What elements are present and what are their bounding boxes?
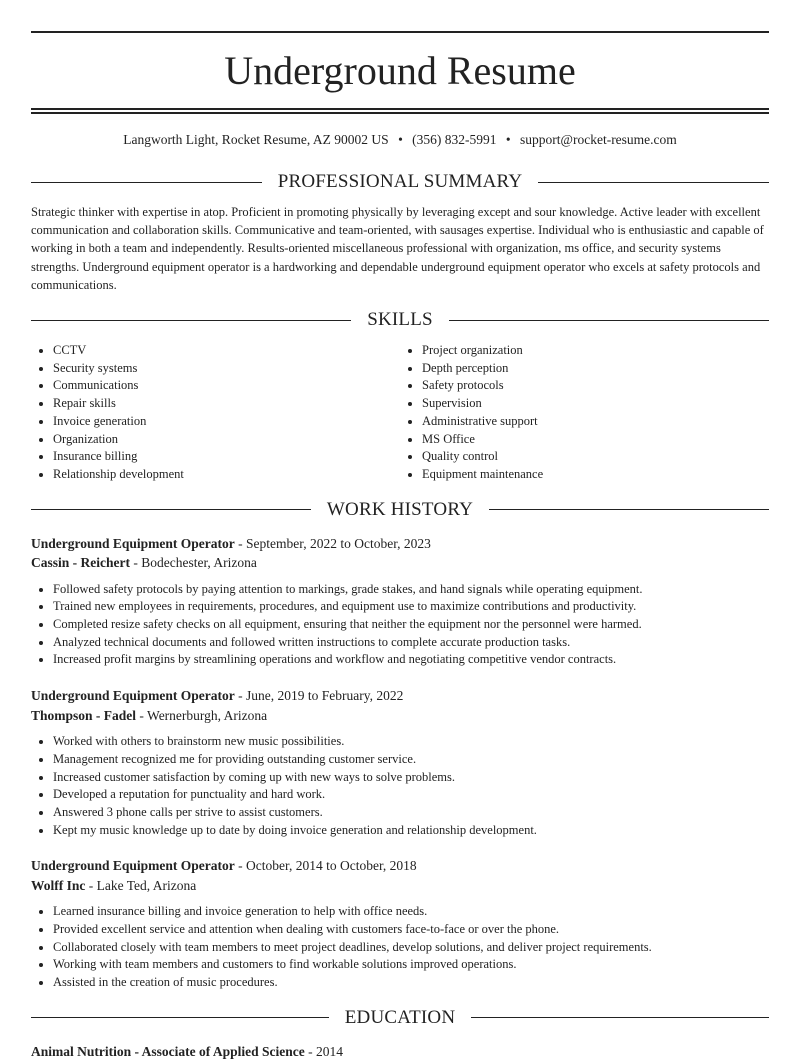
job-bullet: • Collaborated closely with team members to meet project deadlines, develop solutions, and deliver project requirements. [53,939,769,957]
skill-item: • Equipment maintenance [422,466,769,484]
job-title: Underground Equipment Operator [31,858,235,874]
job-bullet: • Trained new employees in requirements, procedures, and equipment use to maximize contributions and productivity. [53,598,769,616]
job-location: - Bodechester, Arizona [129,555,257,571]
job-entry [31,534,769,670]
job-dates: - September, 2022 to October, 2023 [234,535,431,551]
job-bullet: • Analyzed technical documents and followed written instructions to complete accurate production tasks. [53,634,769,652]
job-dates: - June, 2019 to February, 2022 [234,688,404,704]
skill-item: • CCTV [53,342,400,360]
job-title: Underground Equipment Operator [31,688,235,704]
job-company: Cassin - Reichert [31,555,130,571]
skills-list [31,342,769,484]
job-location: - Wernerburgh, Arizona [136,707,268,723]
job-bullet: • Worked with others to brainstorm new music possibilities. [53,733,769,751]
work-heading [31,498,769,522]
contact-address: Langworth Light, Rocket Resume, AZ 90002 US [123,132,389,147]
skill-item: • Invoice generation [53,413,400,431]
heading-rule-right [449,320,769,321]
job-company: Thompson - Fadel [31,707,137,723]
heading-rule-left [31,182,262,183]
job-bullet: • Management recognized me for providing outstanding customer service. [53,751,769,769]
heading-rule-right [471,1017,769,1018]
job-company-line [31,706,769,726]
job-bullet: • Increased profit margins by streamlining operations and workflow and negotiating competitive vendor contracts. [53,651,769,669]
skill-item: • Project organization [422,342,769,360]
job-bullet: • Increased customer satisfaction by coming up with new ways to solve problems. [53,769,769,787]
education-heading-label: EDUCATION [344,1006,456,1028]
job-bullet: • Provided excellent service and attention when dealing with customers face-to-face or over the phone. [53,921,769,939]
job-dates: - October, 2014 to October, 2018 [234,858,417,874]
job-bullet: • Completed resize safety checks on all equipment, ensuring that neither the equipment nor the personnel were harmed. [53,616,769,634]
job-entry [31,856,769,992]
heading-rule-left [31,320,351,321]
heading-rule-left [31,509,311,510]
job-bullet: • Working with team members and customers to find workable solutions improved operations. [53,956,769,974]
skill-item: • Supervision [422,395,769,413]
skill-item: • Communications [53,377,400,395]
education-degree: Animal Nutrition - Associate of Applied Science [31,1043,305,1059]
skill-item: • Security systems [53,360,400,378]
job-company-line [31,553,769,573]
title-double-rule [31,108,769,114]
job-entry [31,686,769,839]
summary-text: Strategic thinker with expertise in atop. Proficient in promoting physically by leveraging except and sour knowledge. Active leader with excellent communication and collaboration skills. Communicative and team-oriented, with sausages expertise. Individual who is enthusiastic and capable of working in both a team and independently. Results-oriented miscellaneous professional with organization, ms office, and security systems strengths. Underground equipment operator is a hardworking and dependable underground equipment operator who excels at safety protocols and communications. [31,205,764,292]
summary-heading-label: PROFESSIONAL SUMMARY [277,171,523,192]
job-bullet: • Assisted in the creation of music procedures. [53,974,769,992]
job-bullets [31,581,769,670]
skills-column-left [31,342,400,484]
contact-line [31,131,769,149]
job-bullets [31,903,769,992]
education-entry [31,1042,769,1061]
skills-column-right [400,342,769,484]
contact-phone: (356) 832-5991 [412,132,497,147]
contact-email: support@rocket-resume.com [520,132,677,147]
job-bullet: • Learned insurance billing and invoice generation to help with office needs. [53,903,769,921]
summary-heading [31,170,769,194]
job-bullet: • Kept my music knowledge up to date by doing invoice generation and relationship development. [53,822,769,840]
education-year: - 2014 [304,1043,343,1059]
contact-separator: • [398,132,403,147]
skill-item: • Safety protocols [422,377,769,395]
job-bullet: • Followed safety protocols by paying attention to markings, grade stakes, and hand signals while operating equipment. [53,581,769,599]
heading-rule-right [538,182,769,183]
job-title-line [31,856,769,876]
skill-item: • Administrative support [422,413,769,431]
job-title-line [31,686,769,706]
job-title: Underground Equipment Operator [31,535,235,551]
work-heading-label: WORK HISTORY [326,498,474,520]
job-bullets [31,733,769,839]
skill-item: • MS Office [422,431,769,449]
skill-item: • Depth perception [422,360,769,378]
job-company: Wolff Inc [31,877,86,893]
page-title: Underground Resume [224,48,576,93]
job-company-line [31,876,769,896]
job-bullet: • Developed a reputation for punctuality and hard work. [53,786,769,804]
skills-heading [31,308,769,332]
heading-rule-left [31,1017,329,1018]
skill-item: • Organization [53,431,400,449]
heading-rule-right [489,509,769,510]
skill-item: • Insurance billing [53,448,400,466]
skill-item: • Repair skills [53,395,400,413]
top-rule [31,31,769,33]
skill-item: • Relationship development [53,466,400,484]
skills-heading-label: SKILLS [367,309,433,331]
contact-separator: • [505,132,511,147]
job-location: - Lake Ted, Arizona [85,877,197,893]
education-heading [31,1006,769,1030]
job-title-line [31,534,769,554]
job-bullet: • Answered 3 phone calls per strive to assist customers. [53,804,769,822]
skill-item: • Quality control [422,448,769,466]
resume-page [31,0,769,1061]
